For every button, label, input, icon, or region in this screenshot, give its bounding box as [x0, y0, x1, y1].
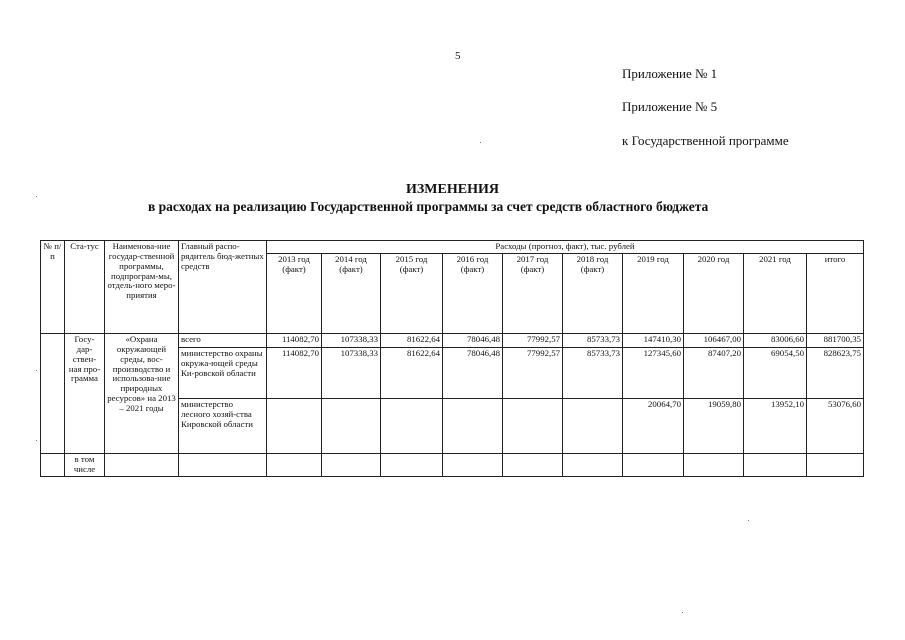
- total-cell: 53076,60: [807, 399, 864, 454]
- header-status: Ста-тус: [65, 241, 105, 334]
- row-num-cell: [41, 334, 65, 454]
- scan-speck: [36, 370, 37, 371]
- page-number: 5: [455, 50, 461, 62]
- header-year-2015: 2015 год (факт): [381, 253, 443, 333]
- scan-speck: [480, 142, 481, 143]
- manager-cell: министерство охраны окружа-ющей среды Ки-ровской области: [179, 348, 267, 399]
- value-cell: [503, 454, 563, 477]
- total-cell: 828623,75: [807, 348, 864, 399]
- header-year-2018: 2018 год (факт): [563, 253, 623, 333]
- header-year-2013: 2013 год (факт): [267, 253, 322, 333]
- value-cell: 85733,73: [563, 334, 623, 348]
- value-cell: 85733,73: [563, 348, 623, 399]
- status-cell: Госу-дар-ствен-ная про-грамма: [65, 334, 105, 454]
- value-cell: 81622,64: [381, 334, 443, 348]
- table-row: [41, 334, 864, 348]
- scan-speck: [682, 612, 683, 613]
- header-year-2014: 2014 год (факт): [322, 253, 381, 333]
- program-name-cell: [105, 454, 179, 477]
- value-cell: 13952,10: [744, 399, 807, 454]
- scan-speck: [36, 440, 37, 441]
- header-year-2021: 2021 год: [744, 253, 807, 333]
- value-cell: 78046,48: [443, 348, 503, 399]
- table-row: [41, 454, 864, 477]
- value-cell: 87407,20: [684, 348, 744, 399]
- appendix-line-1: Приложение № 1: [622, 66, 718, 81]
- value-cell: [322, 454, 381, 477]
- status-cell: в том числе: [65, 454, 105, 477]
- value-cell: [744, 454, 807, 477]
- total-cell: [807, 454, 864, 477]
- value-cell: 77992,57: [503, 348, 563, 399]
- value-cell: 114082,70: [267, 334, 322, 348]
- header-expenses: Расходы (прогноз, факт), тыс. рублей: [267, 241, 864, 254]
- value-cell: 147410,30: [623, 334, 684, 348]
- value-cell: [623, 454, 684, 477]
- document-title: ИЗМЕНЕНИЯ: [406, 182, 499, 197]
- header-year-2016: 2016 год (факт): [443, 253, 503, 333]
- value-cell: [684, 454, 744, 477]
- value-cell: [267, 399, 322, 454]
- manager-cell: министерство лесного хозяй-ства Кировской области: [179, 399, 267, 454]
- value-cell: 78046,48: [443, 334, 503, 348]
- value-cell: 83006,60: [744, 334, 807, 348]
- header-manager: Главный распо-рядитель бюд-жетных средств: [179, 241, 267, 334]
- value-cell: [563, 399, 623, 454]
- value-cell: [563, 454, 623, 477]
- header-num: № п/п: [41, 241, 65, 334]
- value-cell: 81622,64: [381, 348, 443, 399]
- value-cell: [443, 454, 503, 477]
- scan-speck: [36, 196, 37, 197]
- header-total: итого: [807, 253, 864, 333]
- appendix-line-3: к Государственной программе: [622, 133, 789, 148]
- value-cell: [381, 454, 443, 477]
- value-cell: 106467,00: [684, 334, 744, 348]
- scan-speck: [748, 520, 749, 521]
- value-cell: [443, 399, 503, 454]
- value-cell: 77992,57: [503, 334, 563, 348]
- manager-cell: [179, 454, 267, 477]
- manager-cell: всего: [179, 334, 267, 348]
- value-cell: 19059,80: [684, 399, 744, 454]
- value-cell: 69054,50: [744, 348, 807, 399]
- expenses-table: [40, 240, 864, 477]
- document-subtitle: в расходах на реализацию Государственной программы за счет средств областного бюджета: [148, 199, 709, 214]
- value-cell: 107338,33: [322, 334, 381, 348]
- program-name-cell: «Охрана окружающей среды, вос-производство и использова-ние природных ресурсов» на 2013 – 2021 годы: [105, 334, 179, 454]
- appendix-line-2: Приложение № 5: [622, 99, 718, 114]
- value-cell: [503, 399, 563, 454]
- header-year-2020: 2020 год: [684, 253, 744, 333]
- value-cell: [381, 399, 443, 454]
- header-year-2019: 2019 год: [623, 253, 684, 333]
- value-cell: [267, 454, 322, 477]
- total-cell: 881700,35: [807, 334, 864, 348]
- value-cell: 107338,33: [322, 348, 381, 399]
- header-row-1: [41, 241, 864, 254]
- value-cell: [322, 399, 381, 454]
- header-name: Наименова-ние государ-ственной программы, подпрограм-мы, отдель-ного меро-приятия: [105, 241, 179, 334]
- row-num-cell: [41, 454, 65, 477]
- value-cell: 20064,70: [623, 399, 684, 454]
- value-cell: 114082,70: [267, 348, 322, 399]
- value-cell: 127345,60: [623, 348, 684, 399]
- header-year-2017: 2017 год (факт): [503, 253, 563, 333]
